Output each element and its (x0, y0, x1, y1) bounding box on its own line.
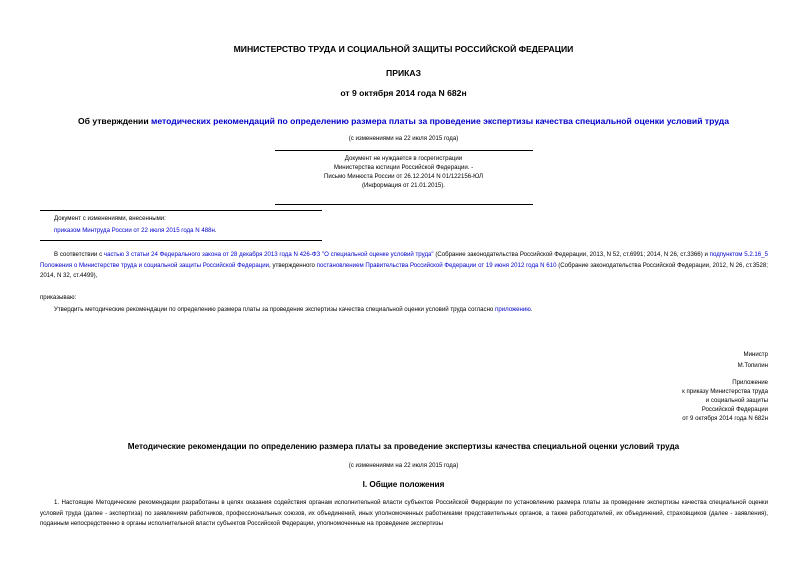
recommendations-changes: (с изменениями на 22 июля 2015 года) (348, 462, 459, 469)
appendix-line-4: Российской Федерации (701, 406, 768, 413)
order-title-link[interactable]: методических рекомендаций по определению размера платы за проведение экспертизы качества специальной оценки условий труда (150, 116, 730, 126)
preamble-text-2: (Собрание законодательства Российской Федерации, 2013, N 52, ст.6991; 2014, N 26, ст.3366) и (433, 251, 710, 258)
registration-line-3: Письмо Минюста России от 26.12.2014 N 01/122156-ЮЛ (323, 173, 484, 180)
order-title (0, 116, 807, 126)
order-date-number: от 9 октября 2014 года N 682н (340, 88, 467, 98)
amendments-divider-top (40, 210, 322, 211)
signature-name: М.Топилин (737, 362, 768, 369)
amendments-label: Документ с изменениями, внесенными: (54, 215, 166, 222)
amendments-block (54, 214, 324, 235)
preamble-paragraph (40, 250, 768, 282)
paragraph-1: 1. Настоящие Методические рекомендации разработаны в целях оказания содействия органам исполнительной власти субъектов Российской Федерации по установлению размера платы за проведение экспертизы качества специальной оценки условий труда (далее - экспертиза) по заявлениям работников, профессиональных союзов, их объединений, иных уполномоченных работниками представительных органов, а также работодателей, их объединений, страховщиков (далее - заявления), поданным непосредственно в органы исполнительной власти субъектов Российской Федерации, уполномоченные на проведение экспертизы (40, 499, 768, 527)
preamble-law-link[interactable]: частью 3 статьи 24 Федерального закона от 28 декабря 2013 года N 426-ФЗ "О специальной оценке условий труда" (103, 251, 434, 258)
registration-line-2: Министерства юстиции Российской Федерации. - (333, 164, 474, 171)
preamble-decree-link[interactable]: постановлением Правительства Российской Федерации от 19 июня 2012 года N 610 (316, 261, 557, 269)
ministry-heading: МИНИСТЕРСТВО ТРУДА И СОЦИАЛЬНОЙ ЗАЩИТЫ РОССИЙСКОЙ ФЕДЕРАЦИИ (233, 44, 574, 54)
order-text (54, 305, 768, 316)
preamble-regulation-link[interactable]: подпунктом 5.2.16_5 Положения о Министерстве труда и социальной защиты Российской Федерации (40, 251, 768, 269)
changes-note: (с изменениями на 22 июля 2015 года) (348, 135, 459, 142)
appendix-line-2: к приказу Министерства труда (682, 388, 768, 395)
signature-position: Министр (743, 351, 768, 358)
divider-bottom (275, 204, 533, 205)
doc-type-heading: ПРИКАЗ (386, 68, 421, 78)
preamble-text-3: , утвержденного (269, 261, 317, 269)
amendments-end: . (214, 227, 217, 234)
order-appendix-link[interactable]: приложению (495, 306, 531, 313)
amendments-divider-bottom (40, 240, 322, 241)
recommendations-title: Методические рекомендации по определению размера платы за проведение экспертизы качества специальной оценки условий труда (127, 442, 680, 451)
registration-line-4: (Информация от 21.01.2015). (362, 182, 445, 189)
preamble-text-1: В соответствии с (54, 251, 104, 258)
amendments-link[interactable]: приказом Минтруда России от 22 июля 2015 года N 488н (54, 227, 215, 234)
appendix-block (548, 378, 768, 423)
order-text-body: Утвердить методические рекомендации по определению размера платы за проведение экспертизы качества специальной оценки условий труда согласно (54, 306, 496, 313)
registration-line-1: Документ не нуждается в госрегистрации (344, 155, 463, 162)
order-title-prefix: Об утверждении (77, 116, 151, 126)
appendix-line-3: и социальной защиты (705, 397, 768, 404)
appendix-line-1: Приложение (732, 379, 768, 386)
preamble-text-4: (Собрание законодательства Российской Федерации, 2012, N 26, ст.3528; 2014, N 32, ст.4499), (40, 261, 769, 279)
appendix-line-5: от 9 октября 2014 года N 682н (682, 415, 768, 422)
divider-top (275, 150, 533, 151)
order-text-end: . (530, 306, 533, 313)
registration-note (0, 154, 807, 190)
order-word: приказываю: (40, 294, 77, 301)
section-heading: I. Общие положения (362, 480, 445, 489)
signature-block (568, 350, 768, 370)
